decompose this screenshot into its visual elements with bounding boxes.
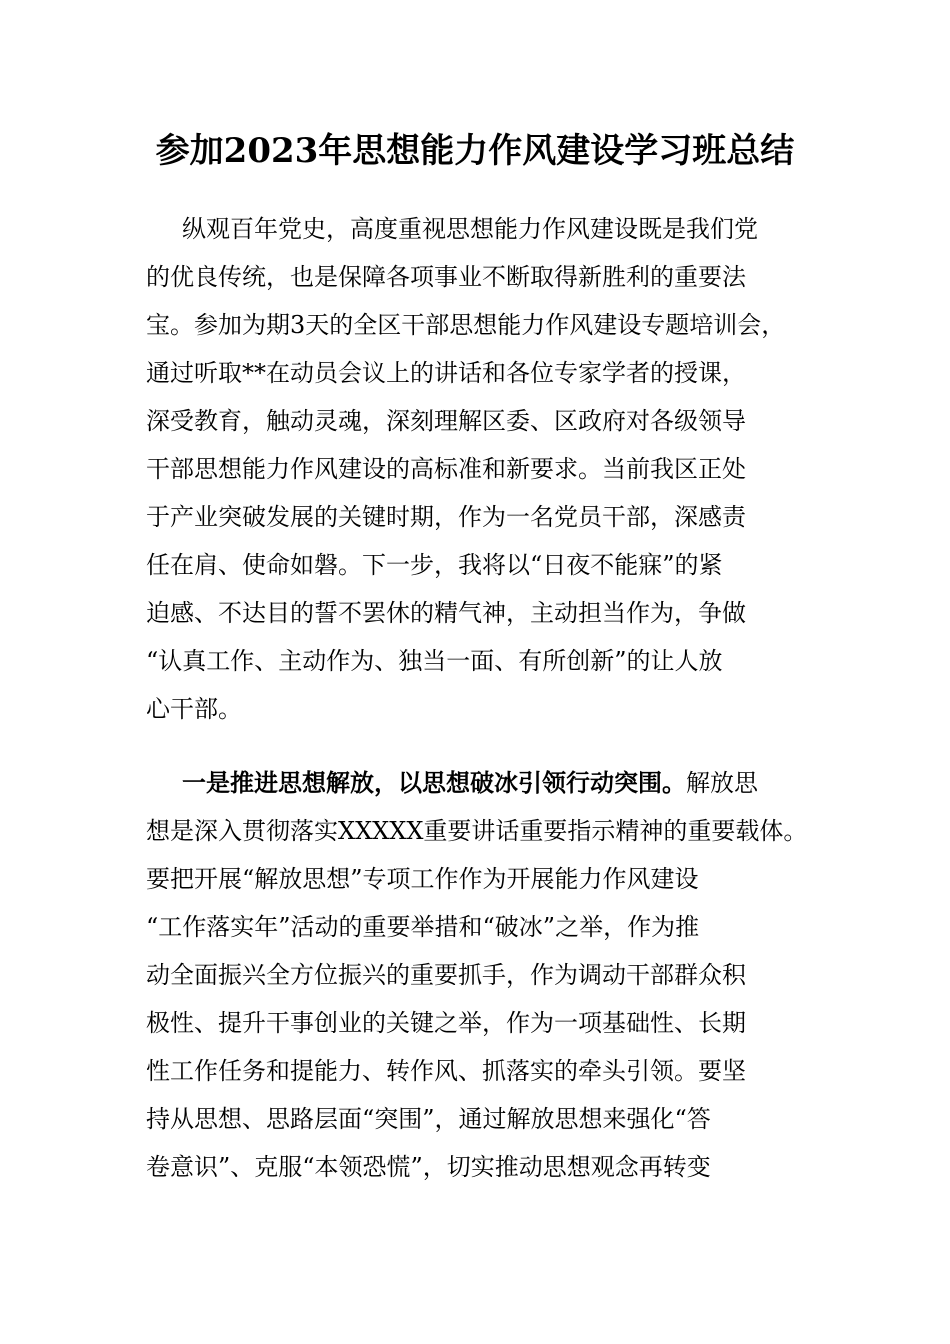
paragraph-line: 卷意识”、克服“本领恐慌”，切实推动思想观念再转变	[146, 1153, 711, 1181]
paragraph-line: 于产业突破发展的关键时期，作为一名党员干部，深感责	[146, 503, 746, 531]
paragraph-line: “认真工作、主动作为、独当一面、有所创新”的让人放	[146, 647, 723, 675]
paragraph-line	[182, 759, 758, 807]
paragraph-line: 要把开展“解放思想”专项工作作为开展能力作风建设	[146, 865, 699, 893]
paragraph-line: 想是深入贯彻落实XXXXX重要讲话重要指示精神的重要载体。	[146, 817, 808, 845]
paragraph-line: 的优良传统，也是保障各项事业不断取得新胜利的重要法	[146, 263, 746, 291]
paragraph-line: 心干部。	[146, 695, 242, 723]
paragraph-line: 动全面振兴全方位振兴的重要抓手，作为调动干部群众积	[146, 961, 746, 989]
paragraph-line: 任在肩、使命如磐。下一步，我将以“日夜不能寐”的紧	[146, 551, 723, 579]
paragraph-line: 深受教育，触动灵魂，深刻理解区委、区政府对各级领导	[146, 407, 746, 435]
paragraph-line: “工作落实年”活动的重要举措和“破冰”之举，作为推	[146, 913, 700, 941]
paragraph-line: 性工作任务和提能力、转作风、抓落实的牵头引领。要坚	[146, 1057, 746, 1085]
section-lead-heading: 一是推进思想解放，以思想破冰引领行动突围。	[182, 768, 686, 797]
paragraph-line: 极性、提升干事创业的关键之举，作为一项基础性、长期	[146, 1009, 746, 1037]
paragraph-line: 纵观百年党史，高度重视思想能力作风建设既是我们党	[182, 215, 758, 243]
paragraph-line: 通过听取**在动员会议上的讲话和各位专家学者的授课，	[146, 359, 746, 387]
paragraph-line: 宝。参加为期3天的全区干部思想能力作风建设专题培训会，	[146, 311, 786, 339]
paragraph-line: 迫感、不达目的誓不罢休的精气神，主动担当作为，争做	[146, 599, 746, 627]
paragraph-line: 持从思想、思路层面“突围”，通过解放思想来强化“答	[146, 1105, 711, 1133]
paragraph-text: 解放思	[686, 769, 758, 797]
document-title: 参加2023年思想能力作风建设学习班总结	[155, 131, 795, 171]
paragraph-line: 干部思想能力作风建设的高标准和新要求。当前我区正处	[146, 455, 746, 483]
